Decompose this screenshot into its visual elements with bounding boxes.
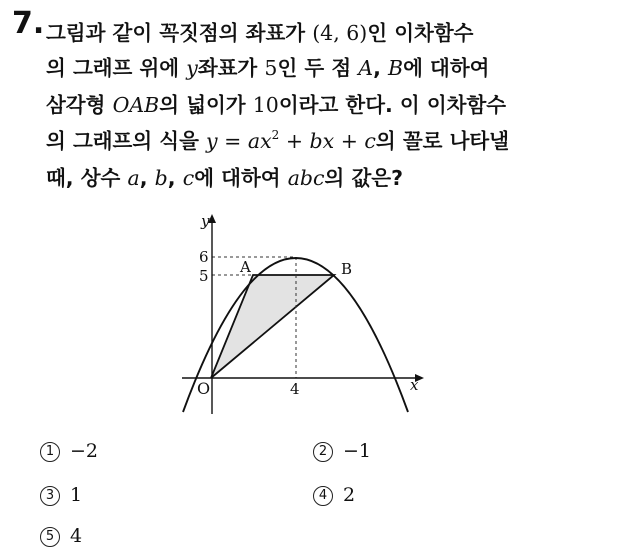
choice-value: −1 [343, 440, 372, 462]
choice-marker: 1 [40, 442, 60, 462]
math-abc: abc [287, 166, 325, 190]
math-five: 5 [264, 56, 278, 80]
question-text: 의 값은? [324, 166, 403, 190]
choice-marker: 4 [313, 486, 333, 506]
question-text: 삼각형 [46, 93, 106, 117]
question-text: 의 넓이가 [159, 93, 246, 117]
question-text: 인 이차함수 [367, 21, 474, 45]
question-text: 의 그래프 위에 [46, 56, 180, 80]
question-number: 7. [12, 6, 45, 41]
math-plus: + [334, 129, 365, 153]
question-text: 때, 상수 [46, 166, 121, 190]
math-exponent: 2 [271, 128, 280, 142]
math-point-a: A [358, 56, 374, 80]
y-axis-label: y [201, 212, 210, 230]
math-plus: + [279, 129, 310, 153]
choice-2[interactable] [313, 440, 371, 462]
math-point-b: B [388, 56, 404, 80]
math-b: b [154, 166, 168, 190]
choice-marker: 3 [40, 486, 60, 506]
question-text: , [167, 166, 176, 190]
math-a: a [127, 166, 140, 190]
choice-marker: 2 [313, 442, 333, 462]
choice-value: −2 [70, 440, 99, 462]
question-text: 의 그래프의 식을 [46, 129, 199, 153]
question-text: 그림과 같이 꼭짓점의 좌표가 [46, 21, 306, 45]
origin-label: O [197, 379, 211, 398]
math-c: c [364, 129, 376, 153]
math-bx: bx [309, 129, 335, 153]
question-text: 에 대하여 [403, 56, 490, 80]
choice-5[interactable] [40, 525, 82, 547]
choice-value: 4 [70, 525, 83, 547]
question-text: 좌표가 [197, 56, 258, 80]
choice-3[interactable] [40, 484, 82, 506]
math-ax: ax [247, 129, 272, 153]
point-a-label: A [240, 258, 251, 276]
question-text: 인 두 점 [277, 56, 352, 80]
triangle-oab [211, 275, 334, 378]
tick-label-y5: 5 [199, 267, 209, 285]
tick-label-x4: 4 [290, 380, 300, 398]
question-text: , [373, 56, 381, 80]
choice-1[interactable] [40, 440, 98, 462]
vertex-coordinate: (4, 6) [312, 21, 368, 45]
question-text: 의 꼴로 나타낼 [375, 129, 509, 153]
math-c: c [182, 166, 195, 190]
choice-marker: 5 [40, 527, 60, 547]
question-text: , [139, 166, 148, 190]
x-axis-label: x [410, 376, 419, 394]
choice-value: 2 [343, 484, 356, 506]
tick-label-y6: 6 [199, 248, 209, 266]
point-b-label: B [341, 260, 353, 278]
question-text: 이라고 한다. 이 이차함수 [278, 93, 507, 117]
math-y: y [186, 56, 198, 80]
choice-value: 1 [70, 484, 83, 506]
question-text: 에 대하여 [194, 166, 281, 190]
math-equals: = [217, 129, 248, 153]
math-triangle-oab: OAB [112, 93, 160, 117]
math-area: 10 [252, 93, 279, 117]
choice-4[interactable] [313, 484, 355, 506]
math-y: y [206, 129, 218, 153]
